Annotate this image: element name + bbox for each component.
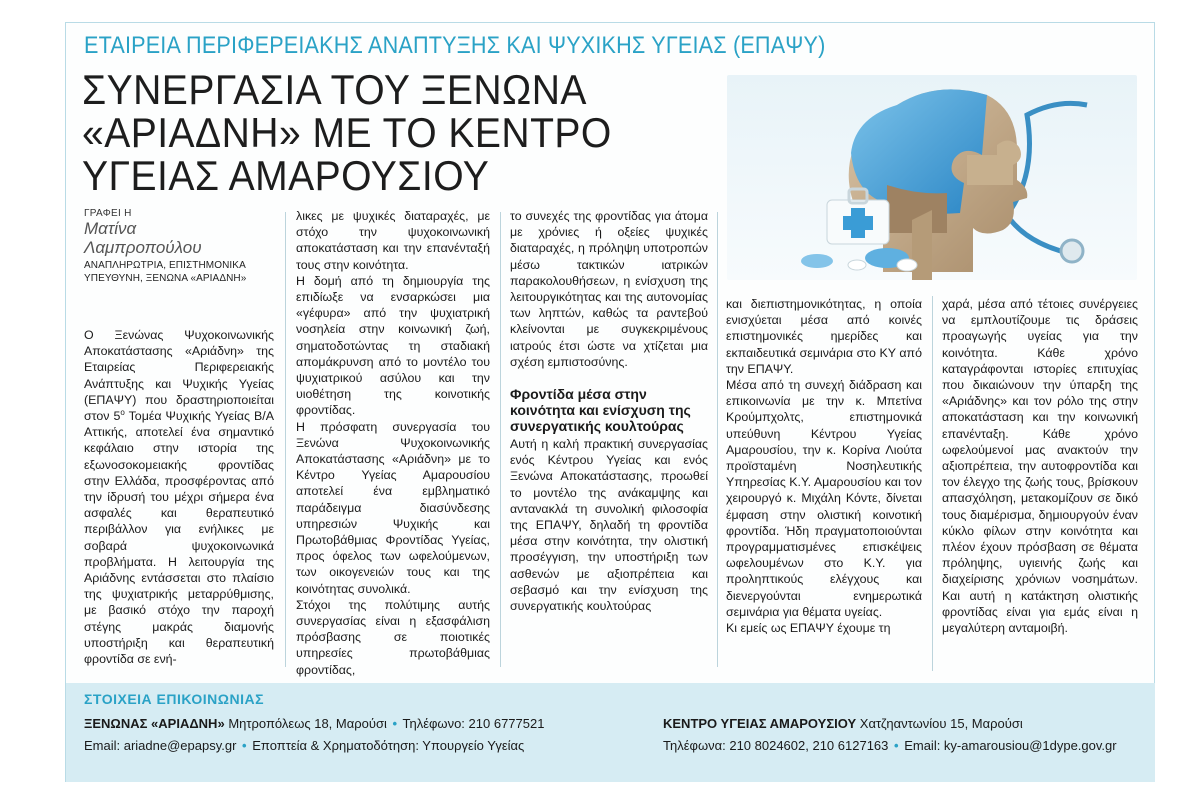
author-last-name: Λαμπροπούλου bbox=[84, 238, 202, 257]
author-role-line: ΥΠΕΥΘΥΝΗ, ΞΕΝΩΝΑ «ΑΡΙΑΔΝΗ» bbox=[84, 273, 247, 284]
paragraph: Στόχοι της πολύτιμης αυτής συνεργασίας είναι η εξασφάλιση πρόσβασης σε ποιοτικές υπηρεσίες πρωτοβάθμιας φροντίδας, bbox=[296, 597, 490, 677]
paragraph: το συνεχές της φροντίδας για άτομα με χρόνιες ή οξείες ψυχικές διαταραχές, η πρόληψη υποτροπών μέσω τακτικών ιατρικών παρακολουθήσεων, η ενίσχυση της λειτουργικότητας και της αυτονομίας των ληπτών, καθώς τα ραντεβού κλείνονται με συγκεκριμένους ιατρούς έτσι ώστε να χτίζεται μια σχέση εμπιστοσύνης. bbox=[510, 209, 708, 369]
paragraph: λικες με ψυχικές διαταραχές, με στόχο την ψυχοκοινωνική αποκατάσταση και την επανένταξή τους στην κοινότητα. bbox=[296, 209, 490, 272]
paragraph: Μέσα από τη συνεχή διάδραση και επικοινωνία με την κ. Μπετίνα Κρούμπχολτς, επιστημονικά υπεύθυνη Κέντρου Υγείας Αμαρουσίου, την κ. Κορίνα Λιούτα προϊσταμένη Νοσηλευτικής Υπηρεσίας Κ.Υ. Αμαρουσίου και τον χειρουργό κ. Μιχάλη Κόντε, δίνεται έμφαση στην ολιστική κοινοτική φροντίδα. Ήδη πραγματοποιούνται προγραμματισμένες επισκέψεις ωφελουμένων στο Κ.Υ. για προληπτικούς ελέγχους και διενεργούνται ενημερωτικά σεμινάρια για θέματα υγείας. bbox=[726, 378, 922, 619]
hostel-email[interactable]: Email: ariadne@epapsy.gr bbox=[84, 738, 237, 753]
bullet-separator: • bbox=[894, 738, 899, 753]
column-divider bbox=[500, 212, 501, 667]
column-divider bbox=[285, 212, 286, 667]
column-divider bbox=[932, 296, 933, 671]
contact-line bbox=[84, 738, 524, 753]
hostel-address: Μητροπόλεως 18, Μαρούσι bbox=[228, 716, 387, 731]
health-center-address: Χατζηαντωνίου 15, Μαρούσι bbox=[859, 716, 1023, 731]
ordinal-superscript: ο bbox=[120, 407, 125, 417]
health-center-name: ΚΕΝΤΡΟ ΥΓΕΙΑΣ ΑΜΑΡΟΥΣΙΟΥ bbox=[663, 716, 857, 731]
column-divider bbox=[717, 212, 718, 667]
paragraph-text: Ο Ξενώνας Ψυχοκοινωνικής Αποκατάστασης «Αριάδνη» της Εταιρείας Περιφερειακής Ανάπτυξης και Ψυχικής Υγείας (ΕΠΑΨΥ) που δραστηριοποιείται στον 5 bbox=[84, 328, 274, 424]
contact-box bbox=[66, 683, 1155, 782]
headline-line: ΣΥΝΕΡΓΑΣΙΑ ΤΟΥ ΞΕΝΩΝΑ bbox=[82, 66, 587, 113]
article-column-4 bbox=[726, 296, 922, 636]
hostel-phone: Τηλέφωνο: 210 6777521 bbox=[402, 716, 545, 731]
author-role bbox=[84, 259, 274, 285]
article-column-5 bbox=[942, 296, 1138, 636]
contact-line bbox=[663, 716, 1023, 731]
hostel-name: ΞΕΝΩΝΑΣ «ΑΡΙΑΔΝΗ» bbox=[84, 716, 225, 731]
author-role-line: ΑΝΑΠΛΗΡΩΤΡΙΑ, ΕΠΙΣΤΗΜΟΝΙΚΑ bbox=[84, 260, 246, 271]
contact-line bbox=[663, 738, 1117, 753]
bullet-separator: • bbox=[392, 716, 398, 731]
bullet-separator: • bbox=[242, 738, 247, 753]
company-name: ΕΤΑΙΡΕΙΑ ΠΕΡΙΦΕΡΕΙΑΚΗΣ ΑΝΑΠΤΥΞΗΣ ΚΑΙ ΨΥΧΙΚΗΣ ΥΓΕΙΑΣ (ΕΠΑΨΥ) bbox=[84, 32, 826, 59]
article-column-2 bbox=[296, 208, 490, 678]
section-subheading: Φροντίδα μέσα στην κοινότητα και ενίσχυση της συνεργατικής κουλτούρας bbox=[510, 386, 691, 435]
headline-line: «ΑΡΙΑΔΝΗ» ΜΕ ΤΟ ΚΕΝΤΡΟ bbox=[82, 109, 612, 156]
paragraph: Αυτή η καλή πρακτική συνεργασίας ενός Κέντρου Υγείας και ενός Ξενώνα Αποκατάστασης, προωθεί το μοντέλο της ανάκαμψης και αντανακλά τη συνολική φιλοσοφία της ΕΠΑΨΥ, δηλαδή τη φροντίδα μέσα στην κοινότητα, την ολιστική προσέγγιση, την υποστήριξη των ασθενών με αξιοπρέπεια και σεβασμό και την ενίσχυση της συνεργατικής κουλτούρας bbox=[510, 437, 708, 614]
paragraph bbox=[84, 327, 274, 667]
contact-title: ΣΤΟΙΧΕΙΑ ΕΠΙΚΟΙΝΩΝΙΑΣ bbox=[84, 691, 264, 707]
article-column-3 bbox=[510, 208, 708, 614]
paragraph: Η δομή από τη δημιουργία της επιδίωξε να ενσαρκώσει μια «γέφυρα» από την ψυχιατρική νοσηλεία στην κοινωνική ζωή, σηματοδοτώντας τη σταδιακή απομάκρυνση από το μοντέλο του ψυχιατρικού ασύλου και την υιοθέτηση της κοινοτικής φροντίδας. bbox=[296, 273, 490, 418]
headline bbox=[82, 68, 659, 197]
byline bbox=[84, 208, 274, 285]
funding-note: Εποπτεία & Χρηματοδότηση: Υπουργείο Υγείας bbox=[252, 738, 525, 753]
health-center-phones: Τηλέφωνα: 210 8024602, 210 6127163 bbox=[663, 738, 889, 753]
contact-line bbox=[84, 716, 544, 731]
paragraph-text: Τομέα Ψυχικής Υγείας Β/Α Αττικής, αποτελεί ένα σημαντικό κεφάλαιο στην ιστορία της εξωνοσοκομειακής φροντίδας στην Ελλάδα, προσφέροντας από την ίδρυσή του μέχρι σήμερα ένα ασφαλές και θεραπευτικό περιβάλλον για ενήλικες με σοβαρά ψυχοκοινωνικά προβλήματα. Η λειτουργία της Αριάδνης εντάσσεται στο πλαίσιο της ψυχιατρικής μεταρρύθμισης, με βασικό στόχο την παροχή στέγης μακράς διαμονής υποστήριξη και θεραπευτική φροντίδα σε ενή- bbox=[84, 409, 274, 667]
article-column-1 bbox=[84, 327, 274, 667]
paragraph: Κι εμείς ως ΕΠΑΨΥ έχουμε τη bbox=[726, 621, 891, 636]
author-first-name: Ματίνα bbox=[84, 219, 137, 238]
paragraph: και διεπιστημονικότητας, η οποία ενισχύεται μέσα από κοινές επιστημονικές ημερίδες και εκπαιδευτικά σεμινάρια στο ΚΥ από την ΕΠΑΨΥ. bbox=[726, 297, 922, 376]
byline-label: ΓΡΑΦΕΙ Η bbox=[84, 208, 132, 219]
head-puzzle-medical-icon bbox=[727, 75, 1137, 280]
paragraph: χαρά, μέσα από τέτοιες συνέργειες να εμπλουτίζουμε τις δράσεις προαγωγής υγείας για την κοινότητα. Κάθε χρόνο καταγράφονται ιστορίες επιτυχίας που δικαιώνουν την ύπαρξη της «Αριάδνης» και τον ρόλο της στην αποκατάσταση και την κοινωνική επανένταξη. Κάθε χρόνο ωφελούμενοί μας ανακτούν την αξιοπρέπεια, την αυτοφροντίδα και τον έλεγχο της ζωής τους, βρίσκουν απασχόληση, μετακομίζουν σε δικό τους διαμέρισμα, δημιουργούν έναν κύκλο φίλων στην κοινότητα και πλέον έχουν πρόσβαση σε θέματα πρόληψης, υγιεινής ζωής και διαχείρισης χρόνιων νοσημάτων. Και αυτή η κατάκτηση ολιστικής φροντίδας είναι για εμάς είναι η μεγαλύτερη ανταμοιβή. bbox=[942, 297, 1138, 636]
health-center-email[interactable]: Email: ky-amarousiou@1dype.gov.gr bbox=[904, 738, 1117, 753]
paragraph: Η πρόσφατη συνεργασία του Ξενώνα Ψυχοκοινωνικής Αποκατάστασης «Αριάδνη» με το Κέντρο Υγείας Αμαρουσίου αποτελεί ένα εμβληματικό παράδειγμα διασύνδεσης υπηρεσιών Ψυχικής και Πρωτοβάθμιας Φροντίδας Υγείας, προς όφελος των ωφελούμενων, των οικογενειών τους και της κοινότητας συνολικά. bbox=[296, 419, 490, 596]
headline-line: ΥΓΕΙΑΣ ΑΜΑΡΟΥΣΙΟΥ bbox=[82, 152, 490, 199]
